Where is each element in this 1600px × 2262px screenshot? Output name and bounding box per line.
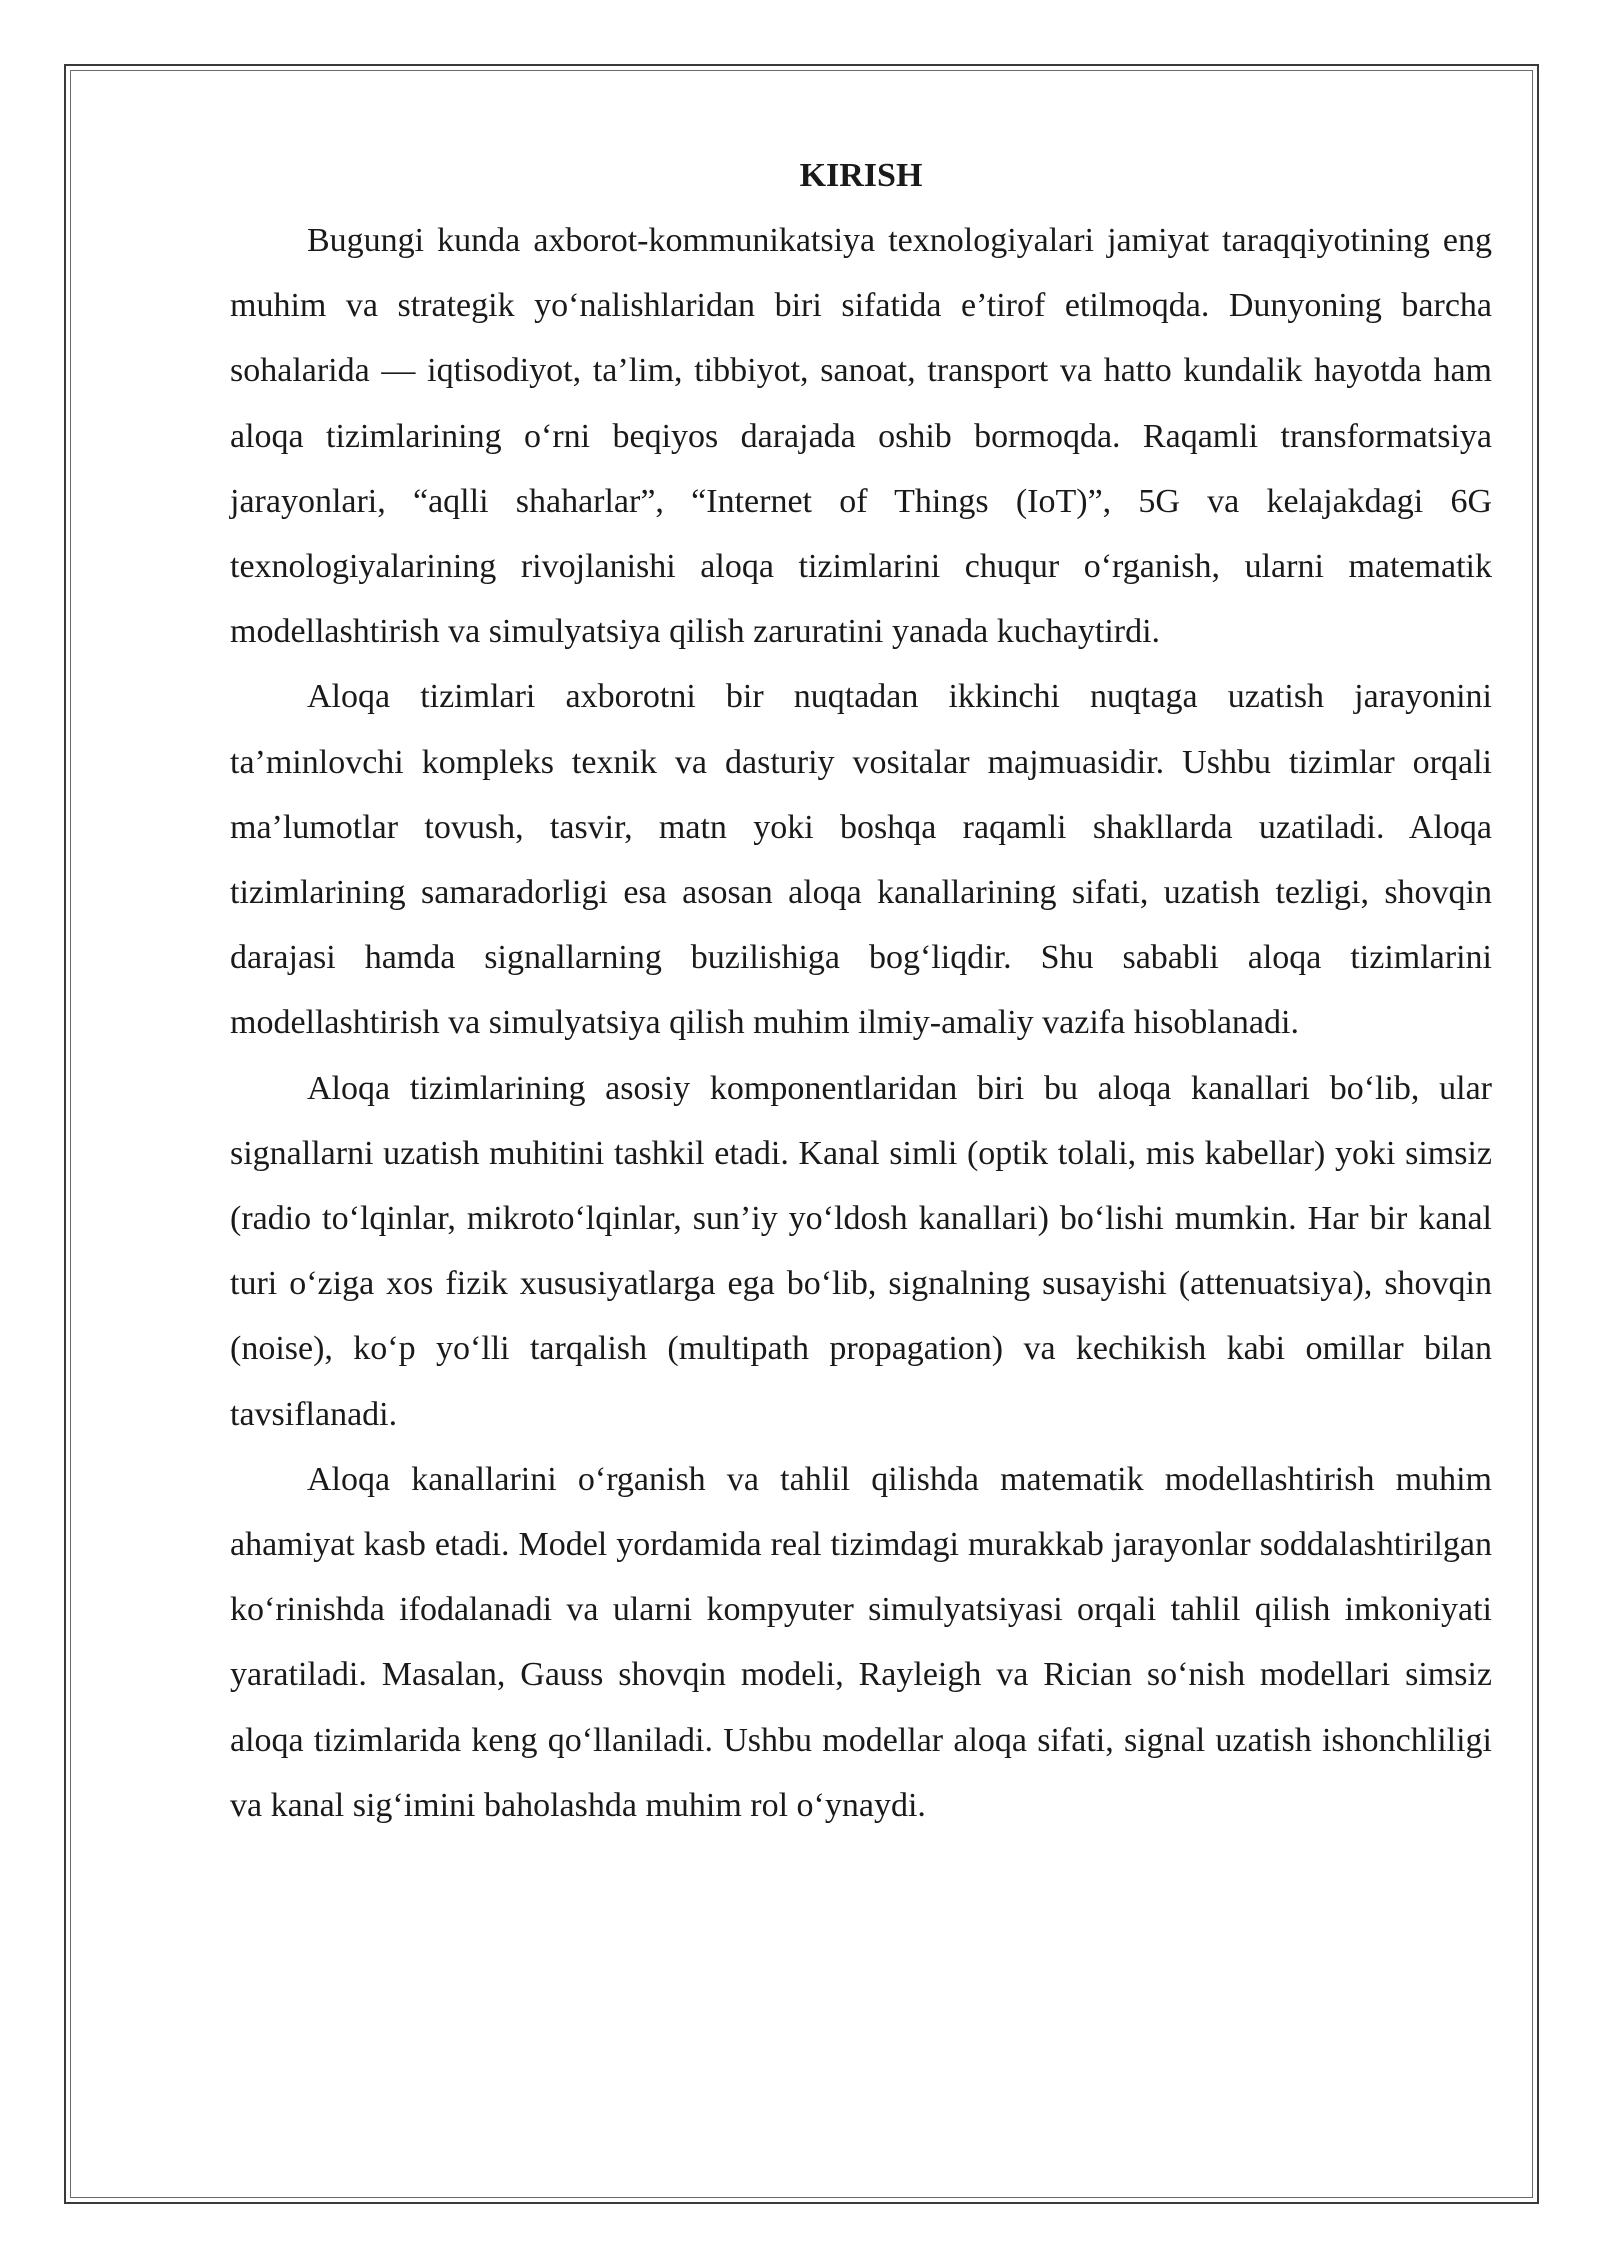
paragraph-1: Bugungi kunda axborot-kommunikatsiya texnologiyalari jamiyat taraqqiyotining eng muhim va strategik yo‘nalishlaridan biri sifatida e’tirof etilmoqda. Dunyoning barcha sohalarida — iqtisodiyot, ta’lim, tibbiyot, sanoat, transport va hatto kundalik hayotda ham aloqa tizimlarining o‘rni beqiyos darajada oshib bormoqda. Raqamli transformatsiya jarayonlari, “aqlli shaharlar”, “Internet of Things (IoT)”, 5G va kelajakdagi 6G texnologiyalarining rivojlanishi aloqa tizimlarini chuqur o‘rganish, ularni matematik modellashtirish va simulyatsiya qilish zaruratini yanada kuchaytirdi. [230, 222, 1492, 651]
document-body [230, 150, 1492, 1838]
document-title: KIRISH [799, 157, 923, 194]
paragraph-4: Aloqa kanallarini o‘rganish va tahlil qilishda matematik modellashtirish muhim ahamiyat kasb etadi. Model yordamida real tizimdagi murakkab jarayonlar soddalashtirilgan ko‘rinishda ifodalanadi va ularni kompyuter simulyatsiyasi orqali tahlil qilish imkoniyati yaratiladi. Masalan, Gauss shovqin modeli, Rayleigh va Rician so‘nish modellari simsiz aloqa tizimlarida keng qo‘llaniladi. Ushbu modellar aloqa sifati, signal uzatish ishonchliligi va kanal sig‘imini baholashda muhim rol o‘ynaydi. [230, 1460, 1492, 1824]
paragraph-3: Aloqa tizimlarining asosiy komponentlaridan biri bu aloqa kanallari bo‘lib, ular signallarni uzatish muhitini tashkil etadi. Kanal simli (optik tolali, mis kabellar) yoki simsiz (radio to‘lqinlar, mikroto‘lqinlar, sun’iy yo‘ldosh kanallari) bo‘lishi mumkin. Har bir kanal turi o‘ziga xos fizik xususiyatlarga ega bo‘lib, signalning susayishi (attenuatsiya), shovqin (noise), ko‘p yo‘lli tarqalish (multipath propagation) va kechikish kabi omillar bilan tavsiflanadi. [230, 1069, 1492, 1433]
paragraph-2: Aloqa tizimlari axborotni bir nuqtadan ikkinchi nuqtaga uzatish jarayonini ta’minlovchi kompleks texnik va dasturiy vositalar majmuasidir. Ushbu tizimlar orqali ma’lumotlar tovush, tasvir, matn yoki boshqa raqamli shakllarda uzatiladi. Aloqa tizimlarining samaradorligi esa asosan aloqa kanallarining sifati, uzatish tezligi, shovqin darajasi hamda signallarning buzilishiga bog‘liqdir. Shu sababli aloqa tizimlarini modellashtirish va simulyatsiya qilish muhim ilmiy-amaliy vazifa hisoblanadi. [230, 678, 1492, 1042]
